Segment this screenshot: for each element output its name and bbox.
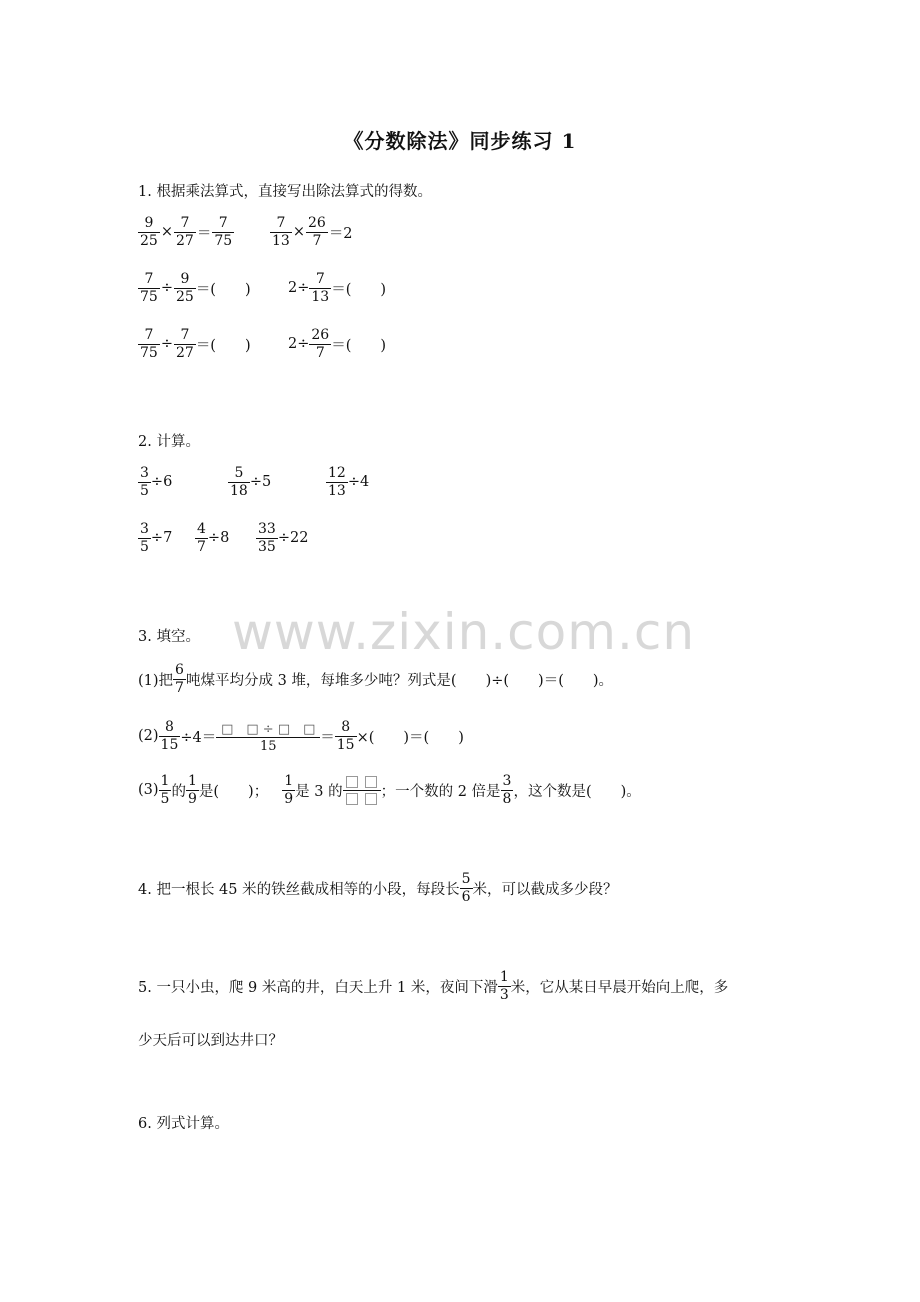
fraction: $\frac{8}{15}$	[160, 718, 179, 753]
blank-box-icon[interactable]	[346, 793, 358, 805]
blank-fraction[interactable]	[343, 776, 381, 805]
fraction: $\frac{33}{35}$	[258, 521, 276, 555]
answer-blank[interactable]: ＝( )	[331, 281, 387, 298]
fraction: $\frac{26}{7}$	[311, 327, 330, 361]
fraction: $\frac{4}{7}$	[197, 521, 206, 555]
q2-item: $\frac{33}{35}$ ÷22	[258, 521, 309, 555]
watermark: www.zixin.com.cn	[232, 603, 696, 661]
q4: 4. 把一根长 45 米的铁丝截成相等的小段，每段长 $\frac{5}{6}$ 米，可以截成多少段？	[138, 871, 618, 905]
fraction: $\frac{9}{25}$	[175, 271, 194, 305]
q2-item: $\frac{12}{13}$ ÷4	[328, 465, 370, 499]
blank-fraction[interactable]: $\frac{□ □ \div □ □}{15}$	[216, 718, 320, 754]
q2-item: $\frac{3}{5}$ ÷6	[140, 465, 173, 499]
q5: 5. 一只小虫，爬 9 米高的井，白天上升 1 米，夜间下滑 $\frac{1}{3}$ 米，它从某日早晨开始向上爬，多	[138, 969, 729, 1003]
fraction: $\frac{26}{7}$	[307, 215, 326, 249]
q3-part2: (2) $\frac{8}{15}$ ÷4＝ $\frac{□ □ \div □ □}{15}$ ＝ $\frac{8}{15}$ ×( )＝( )	[138, 718, 464, 754]
fraction: $\frac{1}{5}$	[160, 773, 170, 807]
fraction: $\frac{7}{75}$	[214, 215, 233, 249]
q1-row3: $\frac{7}{75}$ ÷ $\frac{7}{27}$ ＝( )	[140, 327, 251, 361]
q1-row1: $\frac{9}{25}$ × $\frac{7}{27}$ ＝ $\frac{7}{75}$	[140, 215, 233, 249]
q6-heading: 6. 列式计算。	[138, 1116, 229, 1132]
fraction: $\frac{3}{5}$	[140, 521, 149, 555]
fraction: $\frac{1}{9}$	[284, 773, 294, 807]
fraction: $\frac{5}{18}$	[230, 465, 248, 499]
fraction: $\frac{12}{13}$	[328, 465, 346, 499]
fraction: $\frac{7}{27}$	[175, 327, 194, 361]
answer-blank[interactable]: 是( )；	[198, 783, 269, 800]
fraction: $\frac{5}{6}$	[461, 871, 471, 905]
fraction: $\frac{8}{15}$	[336, 718, 355, 753]
q3-heading: 3. 填空。	[138, 629, 200, 645]
fraction: $\frac{7}{27}$	[175, 215, 194, 249]
fraction: $\frac{7}{13}$	[272, 215, 290, 249]
fraction: $\frac{9}{25}$	[140, 215, 158, 249]
fraction: $\frac{1}{9}$	[187, 773, 197, 807]
q1-row2: $\frac{7}{75}$ ÷ $\frac{9}{25}$ ＝( )	[140, 271, 251, 305]
q2-item: $\frac{3}{5}$ ÷7	[140, 521, 173, 555]
fraction: $\frac{7}{75}$	[140, 271, 158, 305]
fraction: $\frac{3}{8}$	[502, 773, 512, 807]
q1-row1-right: $\frac{7}{13}$ × $\frac{26}{7}$ ＝2	[272, 215, 353, 249]
fraction: $\frac{1}{3}$	[499, 969, 509, 1003]
blank-box-icon[interactable]	[365, 793, 377, 805]
blank-box-icon[interactable]	[346, 776, 358, 788]
q2-heading: 2. 计算。	[138, 434, 200, 450]
q1-row2-right: 2÷ $\frac{7}{13}$ ＝( )	[288, 271, 387, 305]
q3-part1: (1)把 $\frac{6}{7}$ 吨煤平均分成 3 堆，每堆多少吨？列式是( )÷( )＝( )。	[138, 662, 614, 696]
q1-row3-right: 2÷ $\frac{26}{7}$ ＝( )	[288, 327, 387, 361]
answer-blank[interactable]: 吨煤平均分成 3 堆，每堆多少吨？列式是( )÷( )＝( )。	[185, 672, 614, 689]
q1-heading: 1. 根据乘法算式，直接写出除法算式的得数。	[138, 184, 432, 200]
page-title: 《分数除法》同步练习 1	[343, 129, 577, 153]
fraction: $\frac{6}{7}$	[175, 662, 184, 696]
answer-blank[interactable]: ＝( )	[195, 281, 251, 298]
fraction: $\frac{7}{75}$	[140, 327, 158, 361]
fraction: $\frac{3}{5}$	[140, 465, 149, 499]
q5-line2: 少天后可以到达井口？	[138, 1033, 283, 1049]
blank-box-icon[interactable]	[365, 776, 377, 788]
answer-blank[interactable]: ×( )＝( )	[356, 729, 464, 746]
answer-blank[interactable]: ，这个数是( )。	[513, 783, 641, 800]
q2-item: $\frac{5}{18}$ ÷5	[230, 465, 272, 499]
answer-blank[interactable]: ＝( )	[331, 337, 387, 354]
fraction: $\frac{7}{13}$	[311, 271, 330, 305]
q2-item: $\frac{4}{7}$ ÷8	[197, 521, 230, 555]
q3-part3: (3) $\frac{1}{5}$ 的 $\frac{1}{9}$ 是( )； $\frac{1}{9}$ 是 3 的 ；一个数的 2 倍是 $\frac{3}{8}$ ，这个数是( )。	[138, 773, 641, 807]
answer-blank[interactable]: ＝( )	[195, 337, 251, 354]
